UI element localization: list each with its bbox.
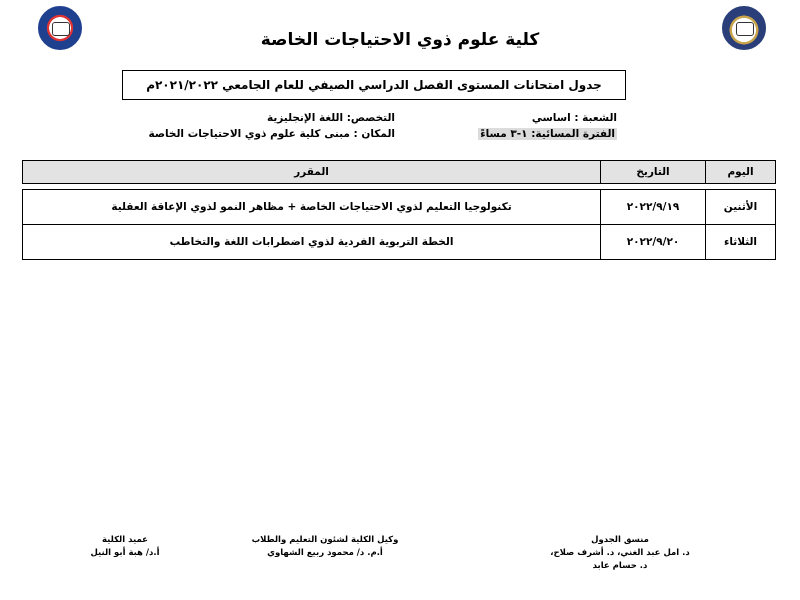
row-date: ٢٠٢٢/٩/٢٠ [601,225,706,260]
dean-title: عميد الكلية [102,535,148,545]
page-title: كلية علوم ذوي الاحتياجات الخاصة [260,30,540,50]
row-day: الثلاثاء [706,225,776,260]
row-course: الخطة التربوية الفردية لذوي اضطرابات اللغة والتخاطب [23,225,601,260]
header-day: اليوم [706,161,776,184]
vice-dean-signature [250,534,400,560]
schedule-subtitle-box [122,70,626,100]
table-row [23,225,776,260]
period-info: الفترة المسائية: ١-٣ مساءً [480,128,615,140]
row-course: تكنولوجيا التعليم لذوي الاحتياجات الخاصة + مظاهر النمو لذوي الإعاقة العقلية [23,190,601,225]
dean-signature [70,534,180,560]
place-info: المكان : مبنى كلية علوم ذوي الاحتياجات الخاصة [148,128,395,140]
specialization-info: التخصص: اللغة الإنجليزية [266,112,395,124]
row-day: الأثنين [706,190,776,225]
exam-schedule-table [22,160,776,260]
header-date: التاريخ [601,161,706,184]
vice-dean-names: أ.م. د/ محمود ربيع الشهاوي [267,548,383,558]
coordinator-signature [545,534,695,573]
table-header-row [23,161,776,184]
header-course: المقرر [23,161,601,184]
branch-info: الشعبة : اساسي [531,112,617,124]
schedule-subtitle: جدول امتحانات المستوى الفصل الدراسي الصيفي للعام الجامعي ٢٠٢١/٢٠٢٢م [146,78,602,92]
table-row [23,190,776,225]
coordinator-title: منسق الجدول [591,535,649,545]
dean-names: أ.د/ هبة أبو النيل [90,548,160,558]
coordinator-names: د. امل عبد الغني، د. أشرف صلاح، د. حسام عابد [550,548,690,571]
row-date: ٢٠٢٢/٩/١٩ [601,190,706,225]
vice-dean-title: وكيل الكلية لشئون التعليم والطلاب [251,535,399,545]
